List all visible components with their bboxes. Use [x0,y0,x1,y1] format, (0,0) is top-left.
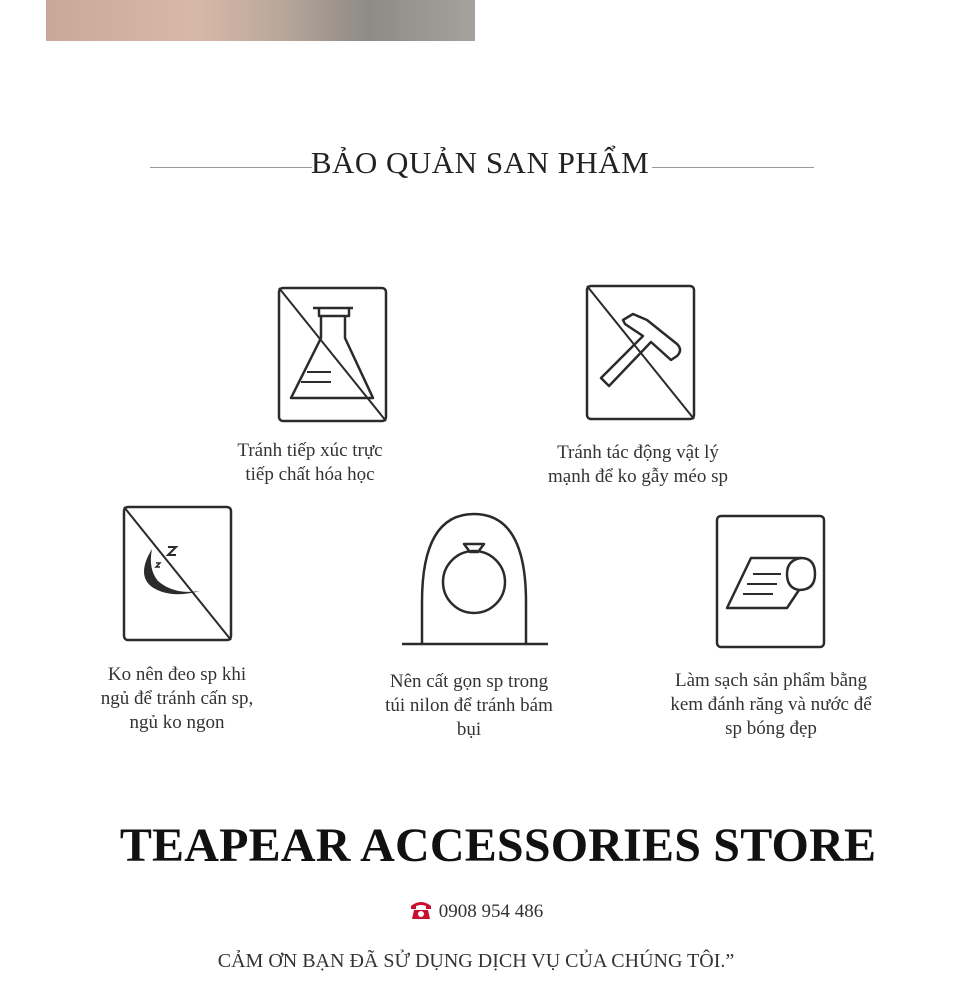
no-chemicals-icon [277,286,389,424]
cleaning-paste-icon [715,514,827,650]
section-title: BẢO QUẢN SAN PHẨM [310,145,650,180]
product-photo-bottom-edge [46,0,475,41]
caption-no-chemicals: Tránh tiếp xúc trực tiếp chất hóa học [237,440,383,485]
ring-pouch-icon [402,512,550,648]
no-sleep-icon [122,505,234,643]
caption-ring-pouch: Nên cất gọn sp trong túi nilon để tránh bám bụi [385,671,553,740]
phone-number[interactable]: 0908 954 486 [438,901,544,922]
caption-cleaning: Làm sạch sản phẩm bằng kem đánh răng và nước để sp bóng đẹp [670,670,872,739]
thank-you-message: CẢM ƠN BẠN ĐÃ SỬ DỤNG DỊCH VỤ CỦA CHÚNG TÔI.” [217,950,735,972]
caption-no-hammer: Tránh tác động vật lý mạnh để ko gẫy méo sp [548,442,728,487]
caption-no-sleep: Ko nên đeo sp khi ngủ để tránh cấn sp, ngủ ko ngon [100,664,254,733]
store-name: TEAPEAR ACCESSORIES STORE [119,819,877,872]
no-hammer-icon [585,284,697,422]
telephone-icon [409,900,433,920]
phone-row [0,900,952,923]
title-divider-right [652,167,814,168]
